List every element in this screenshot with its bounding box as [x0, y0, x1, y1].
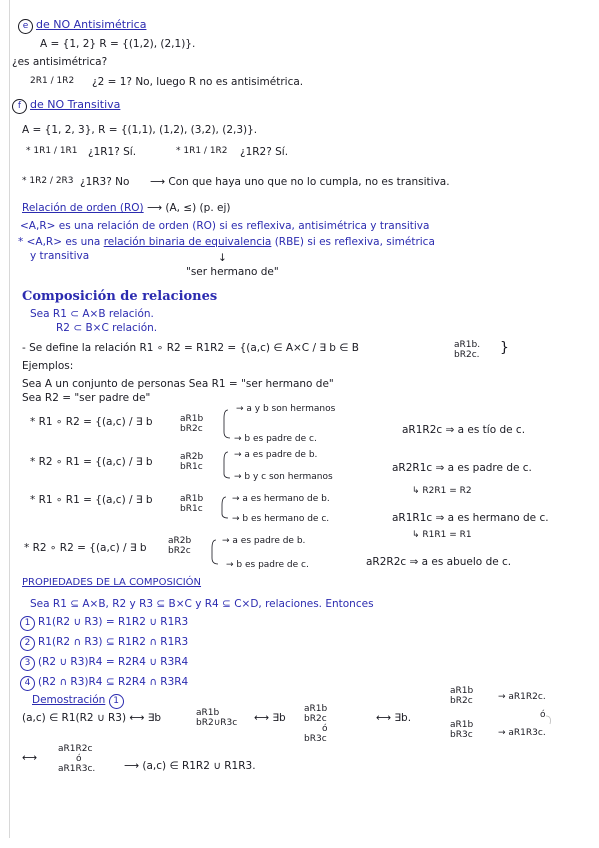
composicion-line1: Sea R1 ⊂ A×B relación. [30, 308, 154, 320]
example2-top: aR2b [180, 452, 204, 462]
demo-s3a-result: → aR1R2c. [498, 692, 546, 702]
section-f-marker: f [12, 99, 27, 114]
section-f-case3-question: ¿1R3? No [80, 176, 130, 188]
example1-lhs: * R1 ∘ R2 = {(a,c) / ∃ b [30, 416, 153, 428]
pencil-mark [546, 716, 551, 724]
example1-note-bot-text: b es padre de c. [244, 434, 317, 444]
section-f-case1-question: ¿1R1? Sí. [88, 146, 137, 158]
demo-arrow2: ⟷ ∃b [254, 712, 286, 724]
define-stack-bottom: bR2c. [454, 350, 480, 360]
demo-s3b-result: → aR1R3c. [498, 728, 546, 738]
example3-lhs: * R1 ∘ R1 = {(a,c) / ∃ b [30, 494, 153, 506]
demo-final-arrow: ⟷ [22, 752, 38, 764]
demo-final-result-text: (a,c) ∈ R1R2 ∪ R1R3. [142, 760, 256, 772]
example1-note-top: → a y b son hermanos [236, 404, 336, 414]
example2-result: aR2R1c ⇒ a es padre de c. [392, 462, 532, 474]
property-2-marker: 2 [20, 636, 35, 651]
property-3-marker: 3 [20, 656, 35, 671]
define-close-brace: } [500, 340, 509, 356]
property-4-text: (R2 ∩ R3)R4 ⊆ R2R4 ∩ R3R4 [38, 676, 189, 688]
demo-final-bottom: aR1R3c. [58, 764, 96, 774]
demo-s3-or: ó [540, 710, 546, 720]
demo-s3b-top: aR1b [450, 720, 474, 730]
propiedades-intro: Sea R1 ⊆ A×B, R2 y R3 ⊆ B×C y R4 ⊆ C×D, relaciones. Entonces [30, 598, 374, 610]
section-e-question: ¿es antisimétrica? [12, 56, 108, 68]
ejemplos-label: Ejemplos: [22, 360, 74, 372]
orden-example: "ser hermano de" [186, 266, 279, 278]
demo-final-top: aR1R2c [58, 744, 93, 754]
section-e-marker: e [18, 19, 33, 34]
propiedades-title: PROPIEDADES DE LA COMPOSICIÓN [22, 577, 202, 588]
example2-note-bot-text: b y c son hermanos [244, 472, 333, 482]
example2-lhs: * R2 ∘ R1 = {(a,c) / ∃ b [30, 456, 153, 468]
orden-example-pair: (A, ≤) (p. ej) [165, 202, 231, 214]
example1-note-top-text: a y b son hermanos [246, 404, 336, 414]
demo-final-result: ⟶ (a,c) ∈ R1R2 ∪ R1R3. [124, 760, 256, 772]
demo-s2-bottom: bR3c [304, 734, 327, 744]
example2-bottom: bR1c [180, 462, 203, 472]
example2-note-top: → a es padre de b. [234, 450, 318, 460]
section-e-sets: A = {1, 2} R = {(1,2), (2,1)}. [40, 38, 196, 50]
orden-arrow: ⟶ [146, 202, 166, 214]
example3-note-bot-text: b es hermano de c. [242, 514, 330, 524]
example1-result: aR1R2c ⇒ a es tío de c. [402, 424, 526, 436]
example3-result: aR1R1c ⇒ a es hermano de c. [392, 512, 549, 524]
demo-s3a-bottom: bR2c [450, 696, 473, 706]
property-1-marker: 1 [20, 616, 35, 631]
section-e-answer: ¿2 = 1? No, luego R no es antisimétrica. [92, 76, 304, 88]
example3-bottom: bR1c [180, 504, 203, 514]
ejemplos-intro: Sea A un conjunto de personas Sea R1 = "ser hermano de" [22, 378, 334, 390]
example1-bottom: bR2c [180, 424, 203, 434]
demo-s1-top: aR1b [196, 708, 220, 718]
composicion-title: Composición de relaciones [22, 289, 218, 304]
section-e-title: de NO Antisimétrica [36, 18, 147, 31]
section-e-pair: 2R1 / 1R2 [30, 76, 75, 86]
example3-result2: ↳ R1R1 = R1 [412, 530, 472, 540]
section-f-case3-pair: * 1R2 / 2R3 [22, 176, 74, 186]
demo-lhs: (a,c) ∈ R1(R2 ∪ R3) ⟷ ∃b [22, 712, 162, 724]
example4-note-bot-text: b es padre de c. [236, 560, 309, 570]
demo-s2-or: ó [322, 724, 328, 734]
example1-note-bot: → b es padre de c. [234, 434, 317, 444]
section-f-conclusion-text: Con que haya uno que no lo cumpla, no es transitiva. [168, 176, 450, 188]
example4-top: aR2b [168, 536, 192, 546]
orden-def2-cont: y transitiva [30, 250, 90, 262]
example4-note-bot: → b es padre de c. [226, 560, 309, 570]
orden-def2-end: (RBE) si es reflexiva, simétrica [274, 236, 435, 248]
demo-s2-mid: bR2c [304, 714, 327, 724]
define-stack-top: aR1b. [454, 340, 481, 350]
example3-bracket [222, 497, 228, 518]
example2-bracket [224, 452, 230, 478]
section-f-case2-pair: * 1R1 / 1R2 [176, 146, 228, 156]
example3-note-bot: → b es hermano de c. [232, 514, 330, 524]
ejemplos-intro2: Sea R2 = "ser padre de" [22, 392, 151, 404]
property-3-text: (R2 ∪ R3)R4 = R2R4 ∪ R3R4 [38, 656, 189, 668]
demo-s3b-bottom: bR3c [450, 730, 473, 740]
orden-down-arrow: ↓ [218, 252, 227, 264]
demostracion-title: Demostración [32, 694, 106, 706]
orden-def2-start: * <A,R> es una [18, 236, 101, 248]
example4-result: aR2R2c ⇒ a es abuelo de c. [366, 556, 512, 568]
orden-def2-link: relación binaria de equivalencia [103, 236, 272, 248]
demo-s2-top: aR1b [304, 704, 328, 714]
demo-final-or: ó [76, 754, 82, 764]
example2-result2: ↳ R2R1 = R2 [412, 486, 472, 496]
property-2-text: R1(R2 ∩ R3) ⊆ R1R2 ∩ R1R3 [38, 636, 189, 648]
section-f-title: de NO Transitiva [30, 98, 121, 111]
example3-note-top: → a es hermano de b. [232, 494, 330, 504]
example4-bracket [212, 540, 218, 564]
orden-def1: <A,R> es una relación de orden (RO) si es reflexiva, antisimétrica y transitiva [20, 220, 430, 232]
section-f-sets: A = {1, 2, 3}, R = {(1,1), (1,2), (3,2), (2,3)}. [22, 124, 258, 136]
example4-note-top-text: a es padre de b. [232, 536, 306, 546]
property-4-marker: 4 [20, 676, 35, 691]
example3-top: aR1b [180, 494, 204, 504]
example3-note-top-text: a es hermano de b. [242, 494, 330, 504]
section-f-case2-question: ¿1R2? Sí. [240, 146, 289, 158]
demostracion-marker: 1 [109, 694, 124, 709]
orden-title: Relación de orden (RO) [22, 202, 144, 214]
demo-s1-bottom: bR2∪R3c [196, 718, 238, 728]
demo-arrow3: ⟷ ∃b. [376, 712, 412, 724]
example4-lhs: * R2 ∘ R2 = {(a,c) / ∃ b [24, 542, 147, 554]
section-f-conclusion: ⟶ Con que haya uno que no lo cumpla, no es transitiva. [150, 176, 450, 188]
composicion-define: - Se define la relación R1 ∘ R2 = R1R2 = {(a,c) ∈ A×C / ∃ b ∈ B [22, 342, 359, 354]
section-f-case1-pair: * 1R1 / 1R1 [26, 146, 78, 156]
example1-top: aR1b [180, 414, 204, 424]
example4-bottom: bR2c [168, 546, 191, 556]
demo-s3a-result-text: aR1R2c. [508, 692, 546, 702]
demo-s3a-top: aR1b [450, 686, 474, 696]
example2-note-bot: → b y c son hermanos [234, 472, 333, 482]
example2-note-top-text: a es padre de b. [244, 450, 318, 460]
example4-note-top: → a es padre de b. [222, 536, 306, 546]
example1-bracket [224, 410, 230, 438]
demo-s3b-result-text: aR1R3c. [508, 728, 546, 738]
property-1-text: R1(R2 ∪ R3) = R1R2 ∪ R1R3 [38, 616, 189, 628]
composicion-line2: R2 ⊂ B×C relación. [56, 322, 158, 334]
